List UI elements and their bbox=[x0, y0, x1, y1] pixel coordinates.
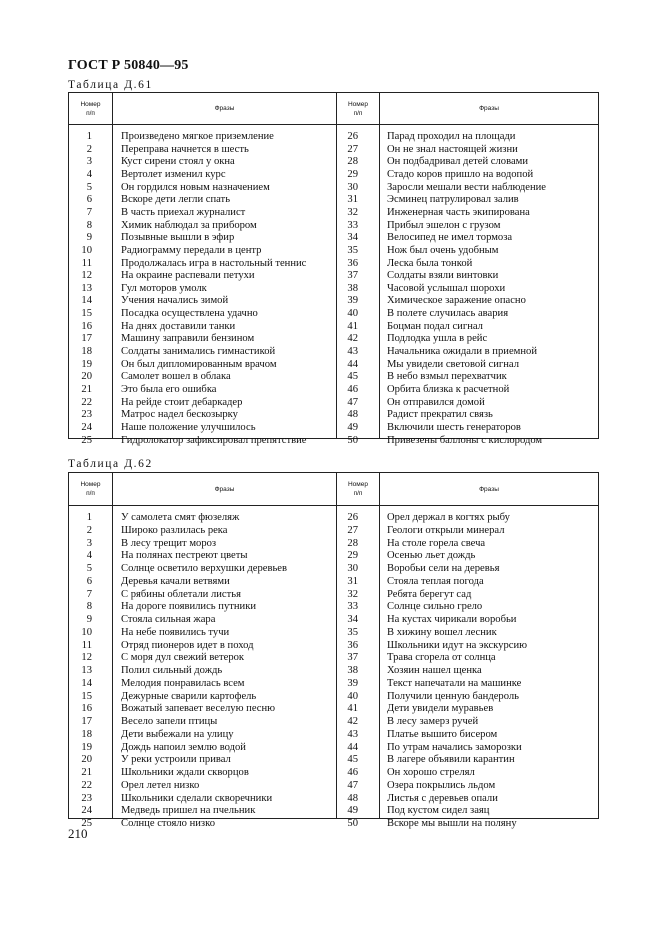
row-number: 46 bbox=[347, 384, 358, 395]
row-number: 40 bbox=[347, 308, 358, 320]
row-phrase: Получили ценную бандероль bbox=[387, 690, 519, 702]
row-number: 1 bbox=[86, 512, 92, 523]
row-phrase: Солнце стояло низко bbox=[121, 818, 216, 829]
row-number: 28 bbox=[347, 156, 358, 168]
row-number: 18 bbox=[81, 728, 92, 740]
row-phrase: Орел летел низко bbox=[121, 779, 200, 791]
row-number: 26 bbox=[347, 131, 358, 142]
row-phrase: Учения начались зимой bbox=[121, 295, 229, 307]
row-phrase: У реки устроили привал bbox=[121, 754, 231, 766]
row-phrase: Наше положение улучшилось bbox=[121, 421, 256, 433]
row-number: 6 bbox=[86, 575, 92, 587]
table-row bbox=[69, 269, 598, 282]
row-number: 45 bbox=[347, 754, 358, 766]
row-number: 29 bbox=[347, 168, 358, 180]
row-phrase: Матрос надел бескозырку bbox=[121, 409, 238, 421]
row-number: 38 bbox=[347, 665, 358, 676]
table-row bbox=[69, 600, 598, 613]
row-phrase: С рябины облетали листья bbox=[121, 588, 241, 600]
row-number: 13 bbox=[81, 282, 92, 294]
row-number: 5 bbox=[86, 181, 92, 193]
table-row bbox=[69, 181, 598, 194]
table-row bbox=[69, 408, 598, 421]
row-number: 10 bbox=[81, 244, 92, 256]
row-number: 27 bbox=[347, 143, 358, 155]
row-number: 28 bbox=[347, 537, 358, 549]
row-phrase: Мы увидели световой сигнал bbox=[387, 358, 519, 370]
table-61-header bbox=[69, 93, 598, 125]
num-column-header: Номер п/п bbox=[347, 100, 368, 117]
table-row bbox=[69, 168, 598, 181]
row-number: 22 bbox=[81, 779, 92, 791]
row-number: 50 bbox=[347, 434, 358, 446]
table-row bbox=[69, 345, 598, 358]
row-number: 8 bbox=[86, 219, 92, 231]
table-row bbox=[69, 193, 598, 206]
table-row bbox=[69, 766, 598, 779]
table-row bbox=[69, 511, 598, 524]
table-row bbox=[69, 639, 598, 652]
table-row bbox=[69, 231, 598, 244]
row-number: 50 bbox=[347, 818, 358, 829]
row-phrase: Солнце сильно грело bbox=[387, 601, 483, 613]
row-number: 46 bbox=[347, 767, 358, 778]
row-phrase: Текст напечатали на машинке bbox=[387, 677, 522, 689]
row-phrase: На дороге появились путники bbox=[121, 601, 257, 613]
table-62-header bbox=[69, 473, 598, 506]
row-phrase: В хижину вошел лесник bbox=[387, 626, 497, 638]
row-number: 7 bbox=[86, 206, 92, 218]
table-row bbox=[69, 804, 598, 817]
row-phrase: Орбита близка к расчетной bbox=[387, 384, 510, 395]
row-phrase: Боцман подал сигнал bbox=[387, 320, 483, 332]
row-phrase: Отряд пионеров идет в поход bbox=[121, 639, 254, 651]
table-row bbox=[69, 421, 598, 434]
row-phrase: Стояла сильная жара bbox=[121, 614, 216, 625]
table-61 bbox=[68, 92, 599, 446]
table-row bbox=[69, 664, 598, 677]
row-phrase: Школьники сделали скворечники bbox=[121, 792, 273, 804]
row-phrase: В лесу трещит мороз bbox=[121, 537, 217, 549]
row-number: 43 bbox=[347, 346, 358, 358]
row-number: 17 bbox=[81, 333, 92, 345]
table-row bbox=[69, 690, 598, 703]
row-phrase: Трава сгорела от солнца bbox=[387, 652, 496, 664]
row-number: 41 bbox=[347, 703, 358, 715]
row-phrase: Вскоре дети легли спать bbox=[121, 194, 231, 206]
num-column-header: Номер п/п bbox=[80, 100, 101, 117]
row-phrase: Самолет вошел в облака bbox=[121, 371, 231, 383]
row-phrase: Широко разлилась река bbox=[121, 524, 228, 536]
table-row bbox=[69, 307, 598, 320]
row-phrase: Школьники идут на экскурсию bbox=[387, 639, 528, 651]
row-phrase: Заросли мешали вести наблюдение bbox=[387, 181, 546, 193]
row-number: 24 bbox=[81, 805, 92, 817]
row-number: 41 bbox=[347, 320, 358, 332]
row-number: 30 bbox=[347, 181, 358, 193]
row-number: 22 bbox=[81, 396, 92, 408]
row-number: 20 bbox=[81, 754, 92, 766]
row-phrase: Осенью льет дождь bbox=[387, 550, 476, 562]
table-row bbox=[69, 257, 598, 270]
row-phrase: На днях доставили танки bbox=[121, 320, 236, 332]
table-row bbox=[69, 562, 598, 575]
row-phrase: Посадка осуществлена удачно bbox=[121, 308, 258, 320]
row-number: 13 bbox=[81, 665, 92, 676]
table-row bbox=[69, 524, 598, 537]
row-number: 39 bbox=[347, 295, 358, 307]
table-61-caption: Таблица Д.61 bbox=[68, 79, 153, 91]
row-phrase: Вожатый запевает веселую песню bbox=[121, 703, 276, 715]
num-column-header: Номер п/п bbox=[347, 481, 368, 497]
table-62-caption: Таблица Д.62 bbox=[68, 458, 153, 470]
row-number: 4 bbox=[86, 168, 92, 180]
row-phrase: Велосипед не имел тормоза bbox=[387, 232, 513, 244]
table-row bbox=[69, 383, 598, 396]
row-phrase: Это была его ошибка bbox=[121, 384, 217, 395]
row-number: 43 bbox=[347, 728, 358, 740]
row-phrase: Химическое заражение опасно bbox=[387, 295, 526, 307]
phrases-column-header: Фразы bbox=[214, 485, 235, 493]
table-row bbox=[69, 817, 598, 830]
row-number: 16 bbox=[81, 703, 92, 715]
row-phrase: Радист прекратил связь bbox=[387, 409, 493, 421]
row-phrase: У самолета смят фюзеляж bbox=[121, 512, 240, 523]
table-62 bbox=[68, 472, 599, 829]
row-phrase: В лесу замерз ручей bbox=[387, 716, 479, 727]
table-row bbox=[69, 206, 598, 219]
row-number: 11 bbox=[81, 639, 92, 651]
row-number: 7 bbox=[86, 588, 92, 600]
row-number: 42 bbox=[347, 333, 358, 345]
row-phrase: Он гордился новым назначением bbox=[121, 181, 270, 193]
table-row bbox=[69, 753, 598, 766]
row-phrase: Листья с деревьев опали bbox=[387, 792, 498, 804]
row-number: 26 bbox=[347, 512, 358, 523]
row-phrase: Полил сильный дождь bbox=[121, 665, 223, 676]
table-row bbox=[69, 626, 598, 639]
table-row bbox=[69, 294, 598, 307]
row-phrase: Медведь пришел на пчельник bbox=[121, 805, 256, 817]
row-number: 34 bbox=[347, 232, 358, 244]
row-number: 49 bbox=[347, 421, 358, 433]
table-row bbox=[69, 792, 598, 805]
row-phrase: Вскоре мы вышли на поляну bbox=[387, 818, 517, 829]
table-row bbox=[69, 396, 598, 409]
row-phrase: Солнце осветило верхушки деревьев bbox=[121, 563, 288, 574]
table-row bbox=[69, 549, 598, 562]
row-phrase: Солдаты занимались гимнастикой bbox=[121, 346, 276, 358]
row-phrase: Деревья качали ветвями bbox=[121, 575, 230, 587]
row-phrase: На столе горела свеча bbox=[387, 537, 486, 549]
row-number: 25 bbox=[81, 434, 92, 446]
row-phrase: Произведено мягкое приземление bbox=[121, 131, 274, 142]
row-number: 4 bbox=[86, 550, 92, 562]
row-number: 11 bbox=[81, 257, 92, 269]
row-phrase: Инженерная часть экипирована bbox=[387, 206, 530, 218]
row-phrase: Стадо коров пришло на водопой bbox=[387, 168, 534, 180]
table-row bbox=[69, 613, 598, 626]
row-phrase: Прибыл эшелон с грузом bbox=[387, 219, 501, 231]
table-row bbox=[69, 779, 598, 792]
row-number: 35 bbox=[347, 244, 358, 256]
row-number: 32 bbox=[347, 206, 358, 218]
table-row bbox=[69, 332, 598, 345]
row-number: 2 bbox=[86, 143, 92, 155]
phrases-column-header: Фразы bbox=[214, 105, 235, 112]
row-phrase: Эсминец патрулировал залив bbox=[387, 194, 519, 206]
table-row bbox=[69, 143, 598, 156]
table-row bbox=[69, 651, 598, 664]
row-phrase: Часовой услышал шорохи bbox=[387, 282, 506, 294]
table-row bbox=[69, 741, 598, 754]
row-phrase: На кустах чирикали воробьи bbox=[387, 614, 517, 625]
row-number: 27 bbox=[347, 524, 358, 536]
row-number: 5 bbox=[86, 563, 92, 574]
row-number: 6 bbox=[86, 194, 92, 206]
row-number: 48 bbox=[347, 792, 358, 804]
page-number: 210 bbox=[68, 826, 88, 841]
row-number: 23 bbox=[81, 409, 92, 421]
row-phrase: На окраине распевали петухи bbox=[121, 270, 255, 282]
row-number: 48 bbox=[347, 409, 358, 421]
row-phrase: Парад проходил на площади bbox=[387, 131, 516, 142]
row-number: 44 bbox=[347, 358, 358, 370]
row-number: 23 bbox=[81, 792, 92, 804]
phrases-column-header: Фразы bbox=[479, 105, 499, 112]
row-number: 25 bbox=[81, 818, 92, 829]
table-row bbox=[69, 130, 598, 143]
row-phrase: Вертолет изменил курс bbox=[121, 168, 226, 180]
row-phrase: Гидролокатор зафиксировал препятствие bbox=[121, 434, 307, 446]
table-row bbox=[69, 575, 598, 588]
row-phrase: Стояла теплая погода bbox=[387, 575, 484, 587]
row-phrase: С моря дул свежий ветерок bbox=[121, 652, 245, 664]
row-phrase: Воробьи сели на деревья bbox=[387, 563, 500, 574]
row-phrase: Мелодия понравилась всем bbox=[121, 677, 245, 689]
row-number: 19 bbox=[81, 741, 92, 753]
row-phrase: Озера покрылись льдом bbox=[387, 779, 496, 791]
row-phrase: Переправа начнется в шесть bbox=[121, 143, 249, 155]
row-number: 45 bbox=[347, 371, 358, 383]
row-phrase: По утрам начались заморозки bbox=[387, 741, 522, 753]
row-phrase: Продолжалась игра в настольный теннис bbox=[121, 257, 307, 269]
row-number: 38 bbox=[347, 282, 358, 294]
row-number: 14 bbox=[81, 295, 92, 307]
table-row bbox=[69, 219, 598, 232]
row-phrase: Ребята берегут сад bbox=[387, 588, 472, 600]
table-row bbox=[69, 702, 598, 715]
row-number: 33 bbox=[347, 601, 358, 613]
table-row bbox=[69, 434, 598, 447]
row-phrase: Солдаты взяли винтовки bbox=[387, 270, 499, 282]
row-number: 9 bbox=[86, 614, 92, 625]
table-row bbox=[69, 677, 598, 690]
row-number: 32 bbox=[347, 588, 358, 600]
row-number: 29 bbox=[347, 550, 358, 562]
table-row bbox=[69, 358, 598, 371]
row-number: 37 bbox=[347, 652, 358, 664]
row-number: 47 bbox=[347, 396, 358, 408]
row-phrase: Орел держал в когтях рыбу bbox=[387, 512, 510, 523]
row-number: 40 bbox=[347, 690, 358, 702]
row-number: 31 bbox=[347, 194, 358, 206]
row-phrase: Машину заправили бензином bbox=[121, 333, 255, 345]
row-number: 15 bbox=[81, 308, 92, 320]
row-number: 49 bbox=[347, 805, 358, 817]
table-row bbox=[69, 244, 598, 257]
row-number: 42 bbox=[347, 716, 358, 727]
row-phrase: Куст сирени стоял у окна bbox=[121, 156, 235, 168]
table-row bbox=[69, 728, 598, 741]
row-phrase: Радиограмму передали в центр bbox=[121, 244, 262, 256]
row-phrase: Гул моторов умолк bbox=[121, 282, 207, 294]
row-number: 3 bbox=[86, 156, 92, 168]
row-number: 18 bbox=[81, 346, 92, 358]
row-phrase: Леска была тонкой bbox=[387, 257, 473, 269]
row-number: 30 bbox=[347, 563, 358, 574]
row-phrase: Привезены баллоны с кислородом bbox=[387, 434, 543, 446]
row-phrase: Он подбадривал детей словами bbox=[387, 156, 529, 168]
row-phrase: Он был дипломированным врачом bbox=[121, 358, 277, 370]
row-number: 36 bbox=[347, 257, 358, 269]
row-number: 36 bbox=[347, 639, 358, 651]
row-number: 44 bbox=[347, 741, 358, 753]
row-number: 33 bbox=[347, 219, 358, 231]
table-row bbox=[69, 155, 598, 168]
row-number: 12 bbox=[81, 270, 92, 282]
row-phrase: На рейде стоит дебаркадер bbox=[121, 396, 243, 408]
row-phrase: Дети выбежали на улицу bbox=[121, 728, 234, 740]
row-number: 20 bbox=[81, 371, 92, 383]
row-number: 14 bbox=[81, 677, 92, 689]
row-number: 3 bbox=[86, 537, 92, 549]
row-phrase: Он хорошо стрелял bbox=[387, 767, 475, 778]
table-row bbox=[69, 715, 598, 728]
row-phrase: Химик наблюдал за прибором bbox=[121, 219, 257, 231]
row-number: 17 bbox=[81, 716, 92, 727]
row-phrase: В часть приехал журналист bbox=[121, 206, 246, 218]
row-phrase: Дождь напоил землю водой bbox=[121, 741, 246, 753]
row-phrase: В небо взмыл перехватчик bbox=[387, 371, 507, 383]
row-phrase: Под кустом сидел заяц bbox=[387, 805, 490, 817]
row-phrase: Включили шесть генераторов bbox=[387, 421, 521, 433]
row-phrase: Он не знал настоящей жизни bbox=[387, 143, 518, 155]
row-phrase: Хозяин нашел щенка bbox=[387, 665, 482, 676]
row-phrase: Дежурные сварили картофель bbox=[121, 690, 257, 702]
row-phrase: В полете случилась авария bbox=[387, 308, 509, 320]
row-number: 39 bbox=[347, 677, 358, 689]
row-phrase: Позывные вышли в эфир bbox=[121, 232, 235, 244]
row-number: 1 bbox=[86, 131, 92, 142]
row-phrase: На небе появились тучи bbox=[121, 626, 230, 638]
num-column-header: Номер п/п bbox=[80, 481, 101, 497]
row-number: 15 bbox=[81, 690, 92, 702]
table-row bbox=[69, 537, 598, 550]
row-phrase: Геологи открыли минерал bbox=[387, 524, 505, 536]
row-number: 8 bbox=[86, 601, 92, 613]
row-number: 9 bbox=[86, 232, 92, 244]
row-number: 21 bbox=[81, 767, 92, 778]
row-phrase: Нож был очень удобным bbox=[387, 244, 499, 256]
row-number: 34 bbox=[347, 614, 358, 625]
document-title: ГОСТ Р 50840—95 bbox=[68, 58, 189, 73]
row-number: 37 bbox=[347, 270, 358, 282]
table-row bbox=[69, 320, 598, 333]
row-phrase: Он отправился домой bbox=[387, 396, 485, 408]
row-number: 24 bbox=[81, 421, 92, 433]
table-row bbox=[69, 282, 598, 295]
row-number: 12 bbox=[81, 652, 92, 664]
row-phrase: Весело запели птицы bbox=[121, 716, 218, 727]
row-number: 10 bbox=[81, 626, 92, 638]
row-phrase: Школьники ждали скворцов bbox=[121, 767, 249, 778]
row-phrase: В лагере объявили карантин bbox=[387, 754, 515, 766]
row-phrase: Дети увидели муравьев bbox=[387, 703, 494, 715]
row-number: 16 bbox=[81, 320, 92, 332]
row-number: 35 bbox=[347, 626, 358, 638]
row-phrase: На полянах пестреют цветы bbox=[121, 550, 248, 562]
row-number: 19 bbox=[81, 358, 92, 370]
table-row bbox=[69, 588, 598, 601]
table-row bbox=[69, 370, 598, 383]
row-number: 31 bbox=[347, 575, 358, 587]
row-phrase: Начальника ожидали в приемной bbox=[387, 346, 537, 358]
row-number: 47 bbox=[347, 779, 358, 791]
row-number: 21 bbox=[81, 384, 92, 395]
phrases-column-header: Фразы bbox=[479, 485, 499, 493]
row-phrase: Подлодка ушла в рейс bbox=[387, 333, 488, 345]
row-phrase: Платье вышито бисером bbox=[387, 728, 498, 740]
row-number: 2 bbox=[86, 524, 92, 536]
